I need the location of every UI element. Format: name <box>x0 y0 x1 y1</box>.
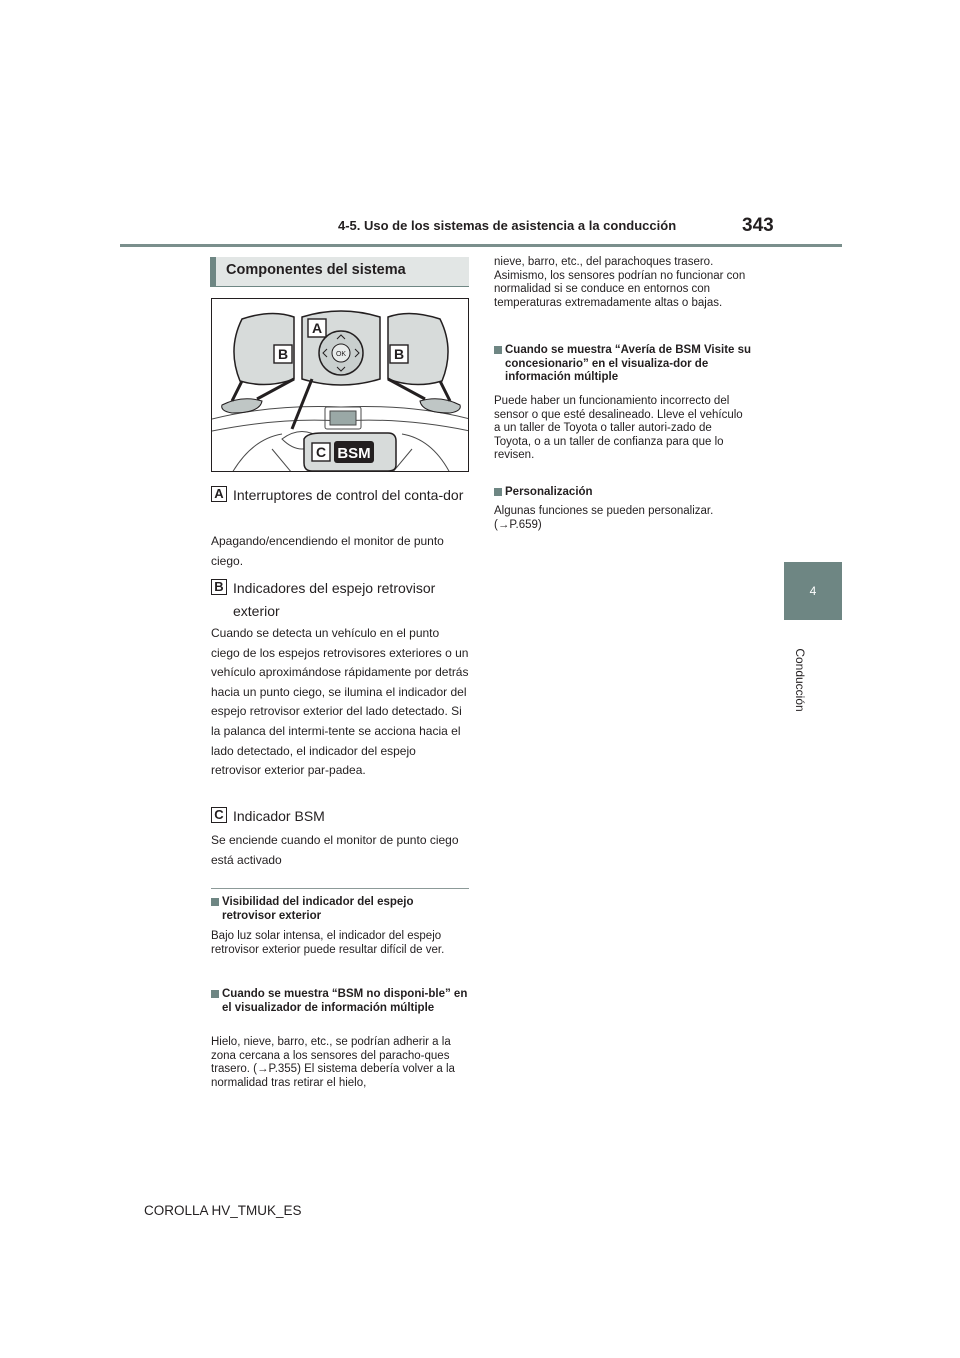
figure-label-a: A <box>311 320 323 336</box>
item-b-desc: Cuando se detecta un vehículo en el punto ciego de los espejos retrovisores exteriores o un vehículo aproximándose rápidamente por detrás hacia un punto ciego, se ilumina el indicador del espejo retrovisor exterior del lado detectado. Si la palanca del intermi-tente se acciona hacia el lado detectado, el indicador del espejo retrovisor exterior par-padea. <box>211 626 469 778</box>
item-b-letter: B <box>211 579 227 595</box>
note-visibility-text: Bajo luz solar intensa, el indicador del espejo retrovisor exterior puede resultar difícil de ver. <box>211 930 445 956</box>
header-rule <box>120 244 842 247</box>
item-b <box>211 577 473 623</box>
note-personalization-heading-text: Personalización <box>505 486 593 498</box>
note-personalization-text: Algunas funciones se pueden personalizar. (→P.659) <box>494 505 714 531</box>
note-visibility-heading <box>211 896 469 923</box>
bsm-components-figure <box>211 298 469 472</box>
item-a-title: Interruptores de control del conta-dor <box>233 487 464 503</box>
note-continuation-text: nieve, barro, etc., del parachoques trasero. Asimismo, los sensores podrían no funcionar con normalidad si se conduce en entornos con temperaturas extremadamente altas o bajas. <box>494 256 746 309</box>
item-c-letter: C <box>211 807 227 823</box>
note-personalization-heading <box>494 486 756 500</box>
running-header-title: 4-5. Uso de los sistemas de asistencia a la conducción <box>338 218 677 233</box>
figure-label-b-right: B <box>393 346 405 362</box>
bullet-square-icon <box>211 990 219 998</box>
item-a-desc: Apagando/encendiendo el monitor de punto ciego. <box>211 534 444 568</box>
notes-separator <box>211 888 469 889</box>
note-bsm-failure-heading-text: Cuando se muestra “Avería de BSM Visite su concesionario” en el visualiza-dor de información múltiple <box>505 344 752 383</box>
ok-button-text: OK <box>335 351 347 358</box>
note-bsm-failure-text: Puede haber un funcionamiento incorrecto del sensor o que esté desalineado. Lleve el vehículo a un taller de Toyota o taller autori-zado de Toyota, o a un taller de confianza para que lo revisen. <box>494 395 743 462</box>
item-c-desc: Se enciende cuando el monitor de punto ciego está activado <box>211 833 459 867</box>
item-a-letter: A <box>211 486 227 502</box>
note-bsm-unavailable-text: Hielo, nieve, barro, etc., se podrían adherir a la zona cercana a los sensores del paracho-ques trasero. (→P.355) El sistema debería volver a la normalidad tras retirar el hielo, <box>211 1036 455 1089</box>
figure-label-c: C <box>315 444 327 460</box>
bullet-square-icon <box>211 898 219 906</box>
item-c-title: Indicador BSM <box>233 808 325 824</box>
chapter-tab: 4 <box>784 562 842 620</box>
item-a <box>211 484 473 507</box>
figure-label-b-left: B <box>277 346 289 362</box>
bullet-square-icon <box>494 346 502 354</box>
section-title: Componentes del sistema <box>226 262 406 278</box>
note-bsm-unavailable-heading-text: Cuando se muestra “BSM no disponi-ble” en el visualizador de información múltiple <box>222 988 468 1014</box>
bsm-indicator-text: BSM <box>337 445 371 462</box>
chapter-tab-label: Conducción <box>793 648 807 712</box>
note-bsm-unavailable-heading <box>211 988 469 1015</box>
dashboard-illustration <box>212 299 469 472</box>
bullet-square-icon <box>494 488 502 496</box>
document-footer: COROLLA HV_TMUK_ES <box>144 1203 302 1218</box>
section-title-box <box>210 257 469 287</box>
note-bsm-failure-heading <box>494 344 756 385</box>
page-number: 343 <box>742 215 774 236</box>
item-c <box>211 805 473 828</box>
note-visibility-heading-text: Visibilidad del indicador del espejo retrovisor exterior <box>222 896 414 922</box>
item-b-title: Indicadores del espejo retrovisor exterior <box>233 580 436 619</box>
